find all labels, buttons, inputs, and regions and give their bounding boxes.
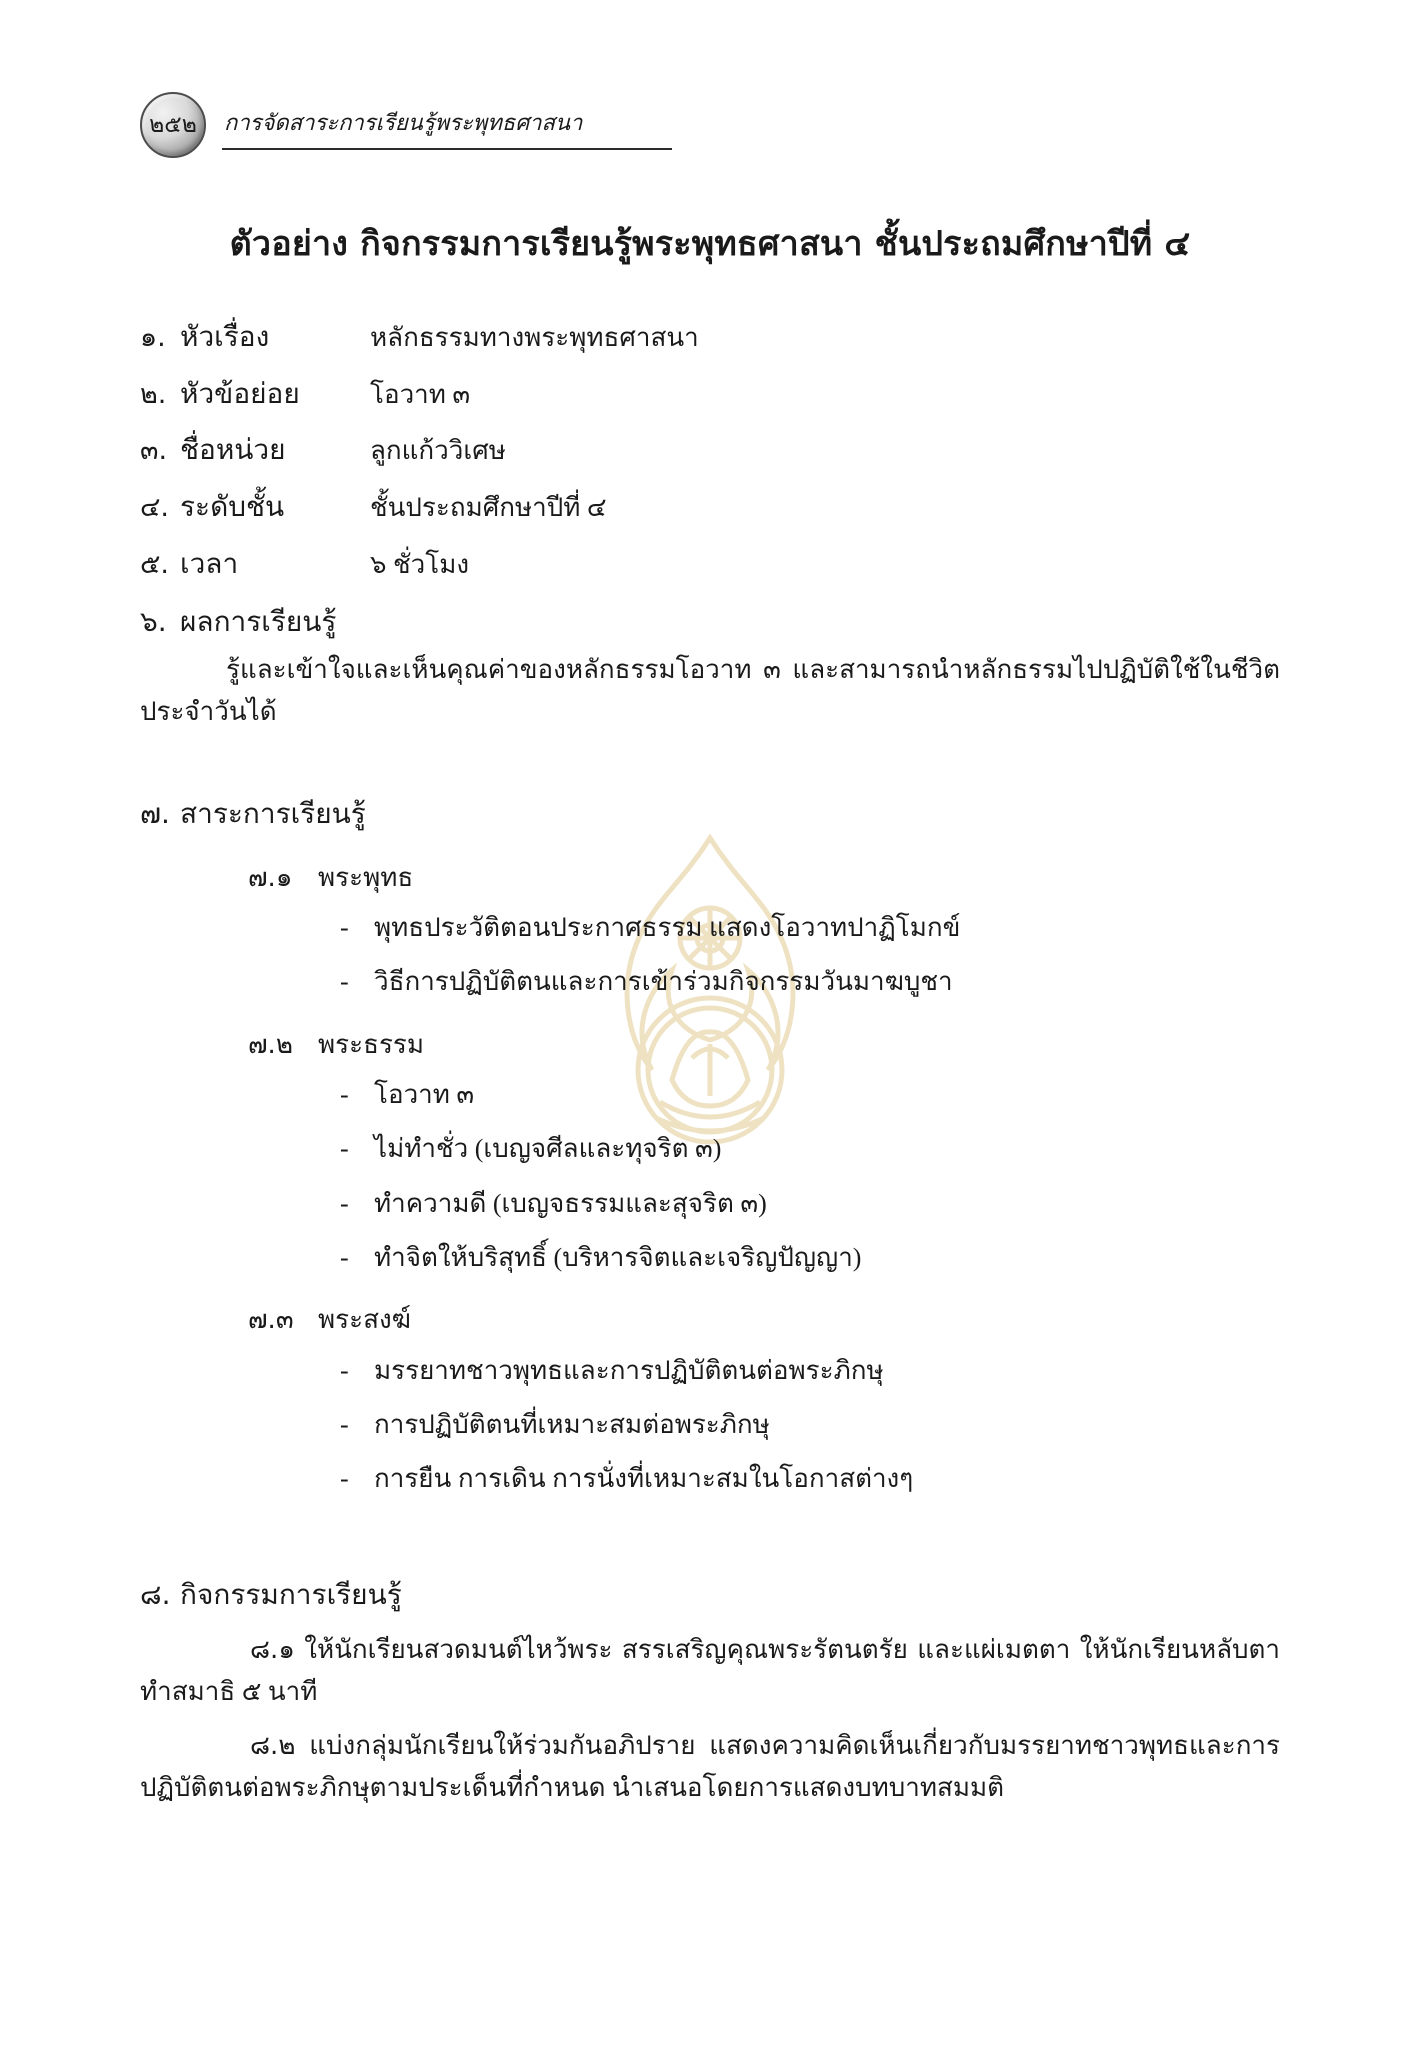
field-value: โอวาท ๓ [370,379,471,409]
page-number-badge: ๒๕๒ [140,92,206,158]
list-item [340,1238,1280,1278]
dash-bullet: - [340,1134,349,1164]
document-body [140,200,1280,1809]
field-number: ๑. [140,321,166,353]
learning-outcome-text: รู้และเข้าใจและเห็นคุณค่าของหลักธรรมโอวาท ๓ และสามารถนำหลักธรรมไปปฏิบัติใช้ในชีวิตประจำวันได้ [140,655,1280,726]
section-title: ผลการเรียนรู้ [180,604,337,638]
dash-bullet: - [340,967,349,997]
field-number: ๕. [140,549,170,581]
field-number: ๓. [140,435,168,467]
list-item-label: มรรยาทชาวพุทธและการปฏิบัติตนต่อพระภิกษุ [374,1355,884,1385]
list-item [340,962,1280,1002]
subsection-heading [248,858,1280,898]
dash-bullet: - [340,1242,349,1272]
subsection-number: ๗.๒ [248,1029,293,1060]
activity-text: แบ่งกลุ่มนักเรียนให้ร่วมกันอภิปราย แสดงความคิดเห็นเกี่ยวกับมรรยาทชาวพุทธและการปฏิบัติตนต่อพระภิกษุตามประเด็นที่กำหนด นำเสนอโดยการแสดงบทบาทสมมติ [140,1731,1280,1803]
activity-text: ให้นักเรียนสวดมนต์ไหว้พระ สรรเสริญคุณพระรัตนตรัย และแผ่เมตตา ให้นักเรียนหลับตาทำสมาธิ ๕ นาที [140,1634,1281,1706]
subsection-heading [248,1025,1280,1065]
list-item-label: ทำจิตให้บริสุทธิ์ (บริหารจิตและเจริญปัญญา) [374,1242,862,1272]
subsection-number: ๗.๓ [248,1305,294,1336]
section-title: กิจกรรมการเรียนรู้ [180,1578,402,1612]
field-label: หัวข้อย่อย [180,376,300,410]
section-number: ๗. [140,797,170,831]
section-heading-activities [140,1573,1280,1616]
section-number: ๖. [140,604,167,638]
activity-number: ๘.๒ [250,1731,296,1762]
list-item [340,1075,1280,1115]
list-item [340,1184,1280,1224]
dash-bullet: - [340,1355,349,1385]
list-item-label: การปฏิบัติตนที่เหมาะสมต่อพระภิกษุ [374,1409,770,1439]
section-heading-content [140,792,1280,835]
activity-number: ๘.๑ [250,1634,295,1665]
dash-bullet: - [340,913,349,943]
subsection-heading [248,1300,1280,1340]
list-item [340,1351,1280,1391]
list-item [340,1459,1280,1499]
list-item-label: พุทธประวัติตอนประกาศธรรม แสดงโอวาทปาฏิโมกข์ [374,913,961,943]
list-item-label: ทำความดี (เบญจธรรมและสุจริต ๓) [374,1188,767,1218]
field-row [140,372,1280,416]
field-value: ชั้นประถมศึกษาปีที่ ๔ [370,493,607,523]
activity-paragraph [140,1725,1280,1809]
list-item-label: การยืน การเดิน การนั่งที่เหมาะสมในโอกาสต่างๆ [374,1464,914,1494]
list-item-label: ไม่ทำชั่ว (เบญจศีลและทุจริต ๓) [374,1134,722,1164]
field-label: ชื่อหน่วย [180,433,286,467]
dash-bullet: - [340,1464,349,1494]
field-row [140,428,1280,472]
field-row [140,485,1280,529]
spacer [140,1513,1280,1559]
list-item-label: โอวาท ๓ [374,1080,475,1110]
running-title: การจัดสาระการเรียนรู้พระพุทธศาสนา [224,110,583,136]
dash-bullet: - [340,1409,349,1439]
dash-bullet: - [340,1080,349,1110]
subsection-title: พระสงฆ์ [318,1305,411,1336]
field-row [140,542,1280,586]
section-number: ๘. [140,1578,171,1612]
subsection-title: พระพุทธ [318,862,414,893]
field-label: ระดับชั้น [180,490,285,524]
field-number: ๒. [140,378,167,410]
field-value: ลูกแก้ววิเศษ [370,436,506,466]
dash-bullet: - [340,1188,349,1218]
list-item [340,1129,1280,1169]
section-title: สาระการเรียนรู้ [180,797,366,831]
field-value: หลักธรรมทางพระพุทธศาสนา [370,322,699,352]
subsection-number: ๗.๑ [248,862,293,893]
list-item [340,908,1280,948]
field-value: ๖ ชั่วโมง [370,550,470,580]
header-rule [222,148,672,150]
field-label: เวลา [180,547,239,581]
subsection-title: พระธรรม [318,1029,425,1060]
list-item-label: วิธีการปฏิบัติตนและการเข้าร่วมกิจกรรมวันมาฆบูชา [374,967,953,997]
section-heading-outcome [140,600,1280,643]
list-item [340,1405,1280,1445]
page-title: ตัวอย่าง กิจกรรมการเรียนรู้พระพุทธศาสนา ชั้นประถมศึกษาปีที่ ๔ [229,224,1191,264]
field-label: หัวเรื่อง [180,319,270,353]
field-row [140,315,1280,359]
field-number: ๔. [140,492,170,524]
spacer [140,732,1280,778]
activity-paragraph [140,1629,1280,1713]
